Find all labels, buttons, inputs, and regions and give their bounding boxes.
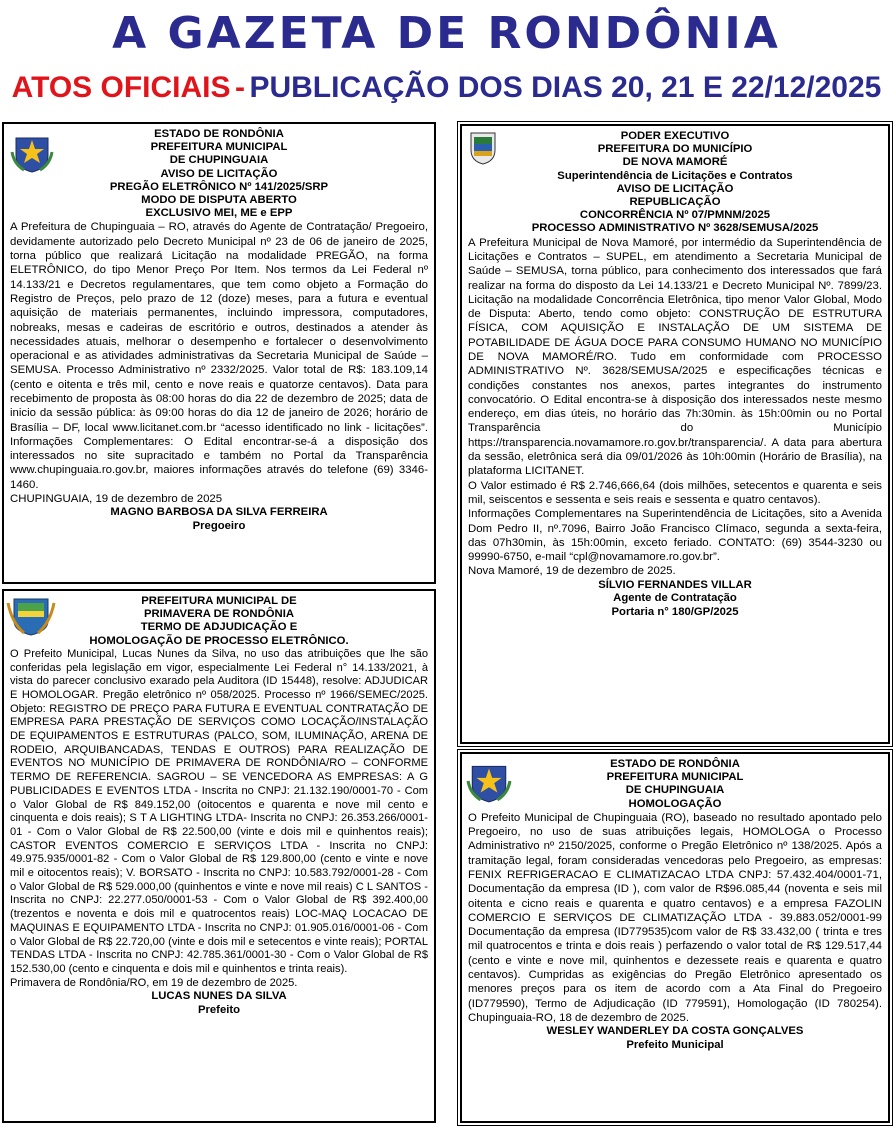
signer-name: WESLEY WANDERLEY DA COSTA GONÇALVES xyxy=(546,1025,804,1038)
notice-primavera-homologacao xyxy=(2,589,436,1123)
header-line: PREFEITURA MUNICIPAL DE xyxy=(141,595,297,607)
header-line: PREFEITURA MUNICIPAL xyxy=(606,771,744,784)
signer-role: Pregoeiro xyxy=(192,519,246,532)
signer-name: MAGNO BARBOSA DA SILVA FERREIRA xyxy=(110,506,328,519)
signer-ordinance: Portaria n° 180/GP/2025 xyxy=(611,605,739,618)
section-heading xyxy=(0,64,893,112)
header-line: DE CHUPINGUAIA xyxy=(625,784,725,797)
place-date: Nova Mamoré, 19 de dezembro de 2025. xyxy=(468,565,676,578)
signer-role: Prefeito Municipal xyxy=(626,1038,724,1051)
notice-chupinguaia-homologacao xyxy=(460,752,890,1123)
publication-dates: PUBLICAÇÃO DOS DIAS 20, 21 E 22/12/2025 xyxy=(249,71,882,104)
header-line: ESTADO DE RONDÔNIA xyxy=(610,758,740,770)
notice-body: A Prefeitura Municipal de Nova Mamoré, por intermédio da Superintendência de Licitações e Contratos – SUPEL, em atendimento a Secretaria Municipal de Saúde – SEMUSA, torna público, para conhecimento dos interessados que fará realizar na forma do disposto da Lei 14.133/21 e Decreto Municipal Nº. 7899/23. Licitação na modalidade Concorrência Eletrônica, tipo menor Valor Global, Modo de Disputa: Aberto, tendo como objeto: CONSTRUÇÃO DE ESTRUTURA FÍSICA, COM AQUISIÇÃO E INSTALAÇÃO DE UM SISTEMA DE POTABILIDADE DE ÁGUA DOCE PARA CONSUMO HUMANO NO MUNICÍPIO DE NOVA MAMORÉ/RO. Tudo em conformidade com PROCESSO ADMINISTRATIVO Nº. 3628/SEMUSA/2025 e especificações técnicas e condições constantes nos anexos, partes integrantes do instrumento convocatório. O Edital encontra-se à disposição dos interessados neste mesmo endereço, em dias úteis, no horário das 7h:30min. às 15h:00min ou no Portal Transparência do Município https://transparencia.novamamore.ro.gov.br/transparencia/. A data para abertura da sessão, eletrônica será dia 09/01/2026 às 10h:00min (Horário de Brasília), na plataforma LICITANET. xyxy=(468,236,882,478)
notice-nova-mamore-licitacao xyxy=(460,124,890,744)
notice-body: A Prefeitura de Chupinguaia – RO, através do Agente de Contratação/ Pregoeiro, devidamente autorizado pelo Decreto Municipal nº 23 de 06 de janeiro de 2025, torna público que realizará Licitação na modalidade PREGÃO, na forma ELETRÔNICO, do tipo Menor Preço Por Item. Nos termos da Lei Federal nº 14.133/21 e Decretos regulamentares, que tem como objeto a Formação do Registro de Preços, pelo prazo de 12 (doze) meses, para a futura e eventual aquisição de materiais permanentes, incluindo impressora, computadores, nobreaks, mesas e cadeiras de escritório e outros, destinados a atender às necessidades atuais, melhorar o desempenho e fortalecer o desenvolvimento operacional e as atividades administrativas da Secretaria Municipal de Saúde – SEMUSA. Processo Administrativo nº 2332/2025. Valor total de R$: 183.109,14 (cento e oitenta e três mil, cento e nove reais e quatorze centavos). Data para recebimento de proposta às 08:00 horas do dia 22 de dezembro de 2025; data de inicio da sessão pública: às 09:00 horas do dia 12 de janeiro de 2026; horário de Brasília – DF, local www.licitanet.com.br “acesso identificado no link - licitações”. Informações Complementares: O Edital encontrar-se-á a disposição dos interessados no site supracitado e também no Portal da Transparência www.chupinguaia.ro.gov.br, maiores informações através do telefone (69) 3346-1460. xyxy=(10,221,428,491)
signer-name: LUCAS NUNES DA SILVA xyxy=(151,990,287,1003)
header-line: CONCORRÊNCIA Nº 07/PMNM/2025 xyxy=(579,209,771,222)
nova-mamore-coat-of-arms-icon xyxy=(468,130,498,166)
header-line: HOMOLOGAÇÃO xyxy=(628,797,722,810)
header-line: PREFEITURA DO MUNICÍPIO xyxy=(597,143,753,156)
header-line: REPUBLICAÇÃO xyxy=(629,196,721,209)
header-line: PODER EXECUTIVO xyxy=(620,130,730,142)
header-line: AVISO DE LICITAÇÃO xyxy=(160,167,278,180)
estimated-value: O Valor estimado é R$ 2.746,666,64 (dois milhões, setecentos e quarenta e seis mil, seiscentos e sessenta e seis reais e sessenta e quatro centavos). xyxy=(468,479,882,506)
header-line: HOMOLOGAÇÃO DE PROCESSO ELETRÔNICO. xyxy=(89,634,349,647)
place-date: Primavera de Rondônia/RO, em 19 de dezembro de 2025. xyxy=(10,976,298,989)
heading-separator: - xyxy=(234,71,245,104)
header-line: MODO DE DISPUTA ABERTO xyxy=(141,194,297,207)
header-line: AVISO DE LICITAÇÃO xyxy=(616,182,734,195)
signer-role: Agente de Contratação xyxy=(613,592,737,605)
signer-role: Prefeito xyxy=(197,1003,241,1016)
header-line: Superintendência de Licitações e Contratos xyxy=(557,169,793,182)
header-line: EXCLUSIVO MEI, ME e EPP xyxy=(145,207,293,220)
notice-chupinguaia-licitacao xyxy=(2,122,436,584)
header-line: PREFEITURA MUNICIPAL xyxy=(150,141,288,154)
header-line: PROCESSO ADMINISTRATIVO Nº 3628/SEMUSA/2025 xyxy=(531,222,819,235)
newspaper-title: A GAZETA DE RONDÔNIA xyxy=(112,8,781,59)
state-coat-of-arms-icon xyxy=(466,758,512,804)
header-line: TERMO DE ADJUDICAÇÃO E xyxy=(140,621,298,634)
header-line: PREGÃO ELETRÔNICO Nº 141/2025/SRP xyxy=(109,180,329,193)
header-line: DE NOVA MAMORÉ xyxy=(622,156,728,169)
place-date: CHUPINGUAIA, 19 de dezembro de 2025 xyxy=(10,493,223,506)
header-line: DE CHUPINGUAIA xyxy=(169,154,269,167)
primavera-coat-of-arms-icon xyxy=(6,593,56,637)
notice-body: O Prefeito Municipal de Chupinguaia (RO), baseado no resultado apontado pelo Pregoeiro, no uso de suas atribuições legais, HOMOLOGA o Processo Administrativo nº 2150/2025, conforme o Pregão Eletrônico nº 138/2025. Após a tramitação legal, foram consideradas vencedoras pelo Pregoeiro, as empresas: FENIX REFRIGERACAO E CLIMATIZACAO LTDA CNPJ: 57.432.404/0001-71, Documentação da empresa (ID ), com valor de R$96.085,44 (noventa e seis mil oitenta e cicno reais e quarenta e quatro centavos) e a empresa FAZOLIN COMERCIO E SERVIÇOS DE CLIMATIZAÇÃO LTDA - 39.883.052/0001-99 Documentação da empresa (ID779535)com valor de R$ 33.432,00 ( trinta e tres mil quatrocentos e trinta e dois reais ) perfazendo o valor total de R$ 129.517,44 (cento e vinte e nove mil, quinhentos e dezessete reais e quarenta e quatro centavos). Cumpridas as exigências do Pregão Eletrônico apresentado os menores preços para os item de acordo com a Ata Final do Pregoeiro (ID779590), Termo de Adjudicação (ID 779591), Homologação (ID 780254). Chupinguaia-RO, 18 de dezembro de 2025. xyxy=(468,811,882,1024)
signer-name: SÍLVIO FERNANDES VILLAR xyxy=(598,578,752,591)
notice-body: O Prefeito Municipal, Lucas Nunes da Silva, no uso das atribuições que lhe são conferidas pela legislação em vigor, especialmente Lei Federal n° 14.133/2021, à vista do parecer conclusivo exarado pela Auditora (ID 15448), resolve: ADJUDICAR E HOMOLOGAR. Pregão eletrônico nº 058/2025. Processo nº 1966/SEMEC/2025. Objeto: REGISTRO DE PREÇO PARA FUTURA E EVENTUAL CONTRATAÇÃO DE EMPRESA PARA PRESTAÇÃO DE SERVIÇOS COMO LOCAÇÃO/INSTALAÇÃO DE EQUIPAMENTOS E ESTRUTURAS (PALCO, SOM, ILUMINAÇÃO, ARENA DE RODEIO, ARQUIBANCADAS, TENDAS E OUTROS) PARA REALIZAÇÃO DE EVENTOS NO MUNICÍPIO DE PRIMAVERA DE RONDÔNIA/RO – CONFORME TERMO DE REFERENCIA. SAGROU – SE VENCEDORA AS EMPRESAS: A G PUBLICIDADES E EVENTOS LTDA - Inscrita no CNPJ: 21.132.190/0001-70 - Com o Valor Global de R$ 849.152,00 (oitocentos e quarenta e nove mil cento e cinquenta e dois reais); S T A LIGHTING LTDA- Inscrita no CNPJ: 26.353.266/0001-01 - Com o Valor Global de R$ 22.500,00 (vinte e dois mil e quinhentos reais); CASTOR EVENTOS COMERCIO E SERVIÇOS LTDA - Inscrita no CNPJ: 49.975.935/0001-82 - Com o Valor Global de R$ 129.800,00 (cento e vinte e nove mil e oitocentos reais); V. BORSATO - Inscrita no CNPJ: 10.583.792/0001-28 - Com o Valor Global de R$ 529.000,00 (quinhentos e vinte e nove mil reais) C L SANTOS - Inscrita no CNPJ: 22.277.050/0001-53 - Com o Valor Global de R$ 392.400,00 (trezentos e noventa e dois mil e quatrocentos reais) LOC-MAQ LOCACAO DE MAQUINAS E EQUIPAMENTO LTDA - Inscrita no CNPJ: 01.905.016/0001-06 - Com o Valor Global de R$ 22.720,00 (vinte e dois mil e setecentos e vinte reais); PORTAL TENDAS LTDA - Inscrita no CNPJ: 42.785.361/0001-30 - Com o Valor Global de R$ 152.530,00 (cento e cinquenta e dois mil e quinhentos e trinta reais). xyxy=(10,647,428,975)
header-line: ESTADO DE RONDÔNIA xyxy=(154,128,284,140)
contact-info: Informações Complementares na Superintendência de Licitações, sito a Avenida Dom Pedro II, nº.7096, Bairro João Francisco Clímaco, segunda a sexta-feira, das 07h30min, às 15h:00min, exceto feriado. CONTATO: (69) 3544-3230 ou 99990-6750, e-mail “cpl@novamamore.ro.gov.br”. xyxy=(468,508,882,564)
section-label: ATOS OFICIAIS xyxy=(11,71,231,104)
state-coat-of-arms-icon xyxy=(10,130,54,174)
header-line: PRIMAVERA DE RONDÔNIA xyxy=(143,608,294,621)
